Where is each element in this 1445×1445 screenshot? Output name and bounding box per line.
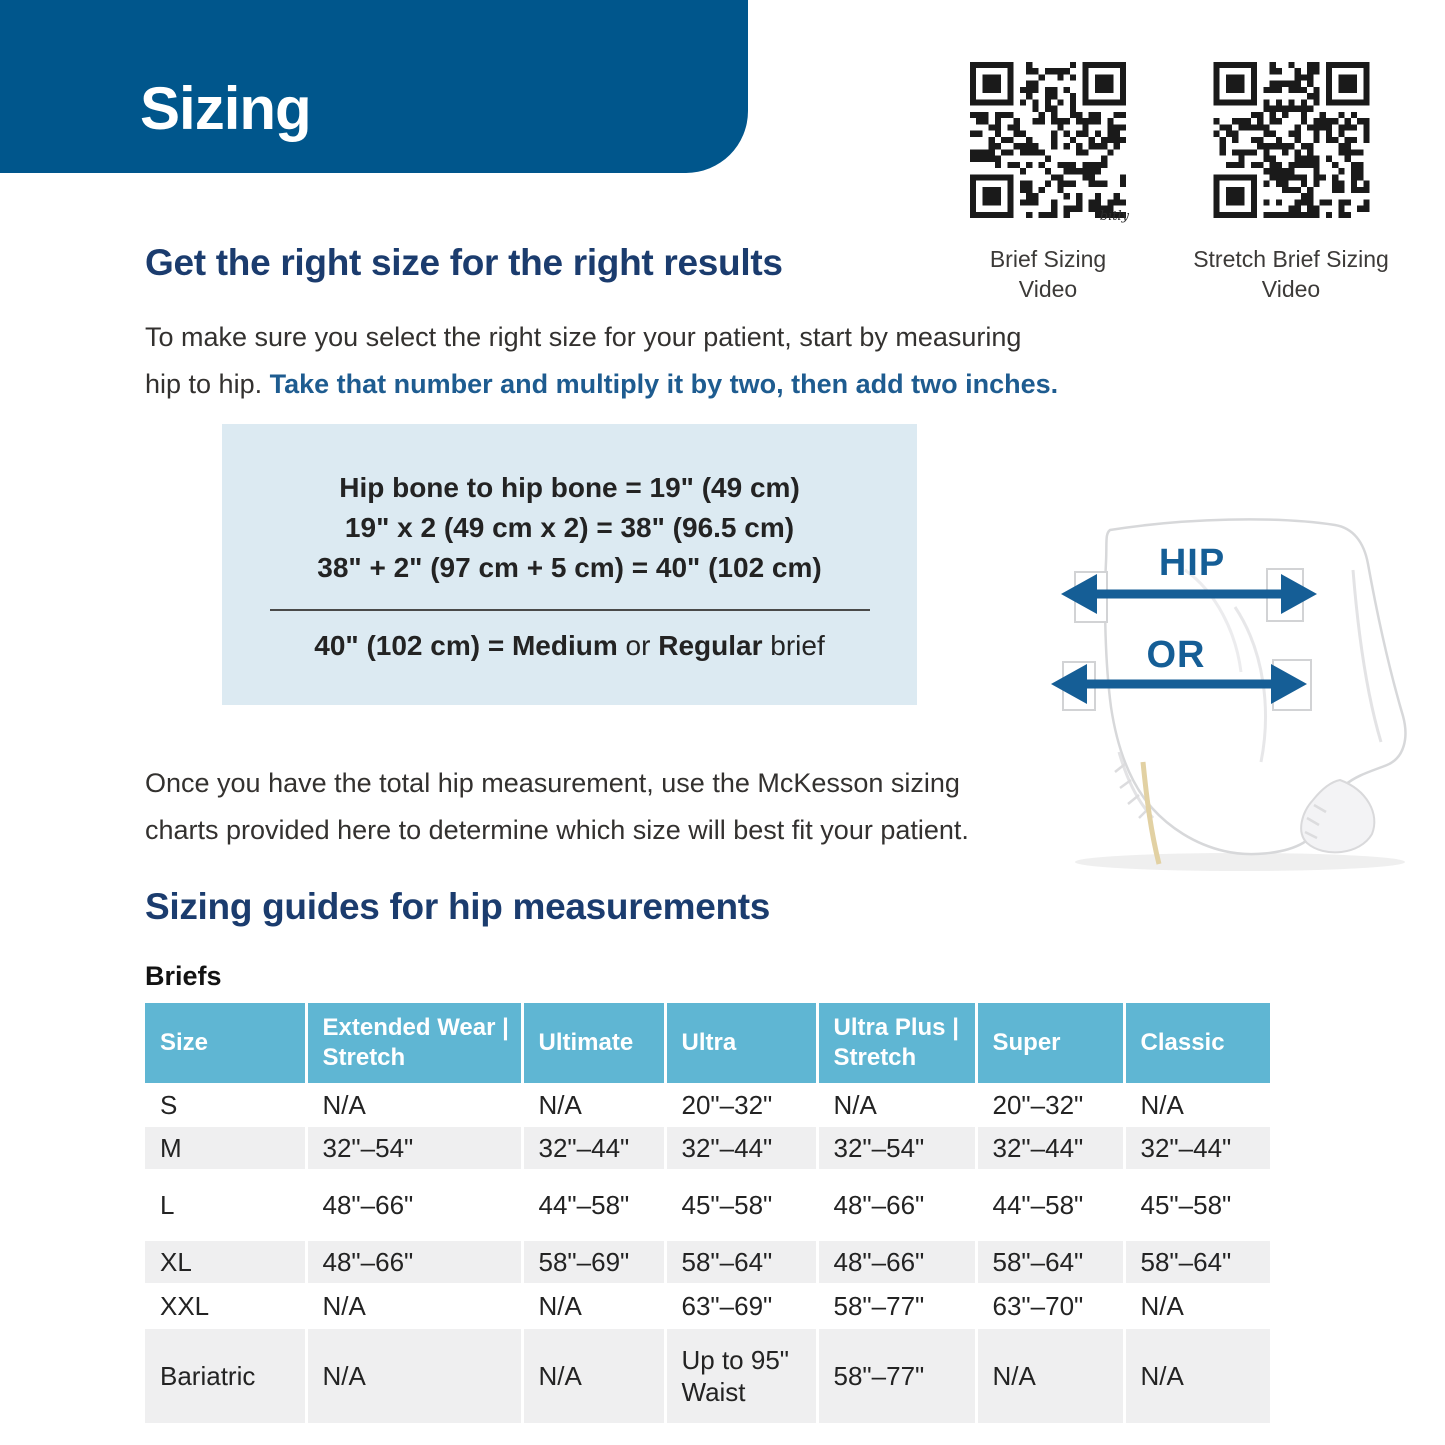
table-row-bariatric [145,1329,1270,1423]
table-row-s [145,1083,1270,1127]
table-cell: N/A [306,1283,522,1329]
size-cell: Bariatric [145,1329,306,1423]
column-header-ultra-plus-stretch: Ultra Plus | Stretch [817,1003,976,1083]
size-cell: XXL [145,1283,306,1329]
outro-line-2: charts provided here to determine which size will best fit your patient. [145,815,969,845]
table-cell: 58"–69" [522,1241,665,1283]
intro-heading: Get the right size for the right results [145,242,783,283]
column-header-super: Super [976,1003,1124,1083]
calc-result [222,630,917,662]
table-cell: N/A [817,1083,976,1127]
brief-measurement-diagram [1035,512,1445,874]
size-cell: S [145,1083,306,1127]
brief-sizing-qr-code-icon [969,62,1127,218]
column-header-classic: Classic [1124,1003,1270,1083]
table-cell: Up to 95" Waist [665,1329,817,1423]
qr-label-stretch-brief-sizing: Stretch Brief Sizing Video [1193,246,1389,302]
table-cell: 32"–44" [1124,1127,1270,1169]
calc-result-medium: Medium [511,630,618,661]
stretch-brief-sizing-qr-code-icon [1213,62,1370,218]
outro-line-1: Once you have the total hip measurement, use the McKesson sizing [145,768,960,798]
table-cell: 32"–54" [306,1127,522,1169]
table-cell: N/A [522,1083,665,1127]
table-cell: 32"–44" [976,1127,1124,1169]
table-cell: N/A [1124,1283,1270,1329]
intro-line-2-emphasis: Take that number and multiply it by two, then add two inches. [269,369,1059,399]
table-row-xl [145,1241,1270,1283]
table-header-row [145,1003,1270,1083]
table-cell: 48"–66" [306,1169,522,1241]
table-cell: 58"–64" [665,1241,817,1283]
calc-line: Hip bone to hip bone = 19" (49 cm) [339,472,800,503]
table-cell: 44"–58" [522,1169,665,1241]
qr-figure-stretch-brief-sizing [1193,62,1389,304]
table-cell: N/A [1124,1329,1270,1423]
table-row-xxl [145,1283,1270,1329]
column-header-ultra: Ultra [665,1003,817,1083]
table-cell: 48"–66" [817,1241,976,1283]
table-cell: 20"–32" [976,1083,1124,1127]
table-cell: 48"–66" [306,1241,522,1283]
calc-result-suffix: brief [762,630,825,661]
table-cell: 48"–66" [817,1169,976,1241]
calc-result-or: or [617,630,659,661]
intro-paragraph [145,314,1075,408]
table-cell: 32"–44" [522,1127,665,1169]
table-cell: N/A [306,1329,522,1423]
table-cell: 45"–58" [665,1169,817,1241]
table-cell: 63"–69" [665,1283,817,1329]
size-cell: XL [145,1241,306,1283]
table-cell: 32"–44" [665,1127,817,1169]
qr-figure-brief-sizing [969,62,1127,304]
bitly-watermark: bitly [1099,209,1129,224]
table-cell: 58"–64" [976,1241,1124,1283]
table-cell: N/A [976,1329,1124,1423]
calc-result-regular: Regular [658,630,763,661]
calculation-example-box [222,424,917,705]
calc-result-prefix: 40" (102 cm) = [314,630,512,661]
outro-paragraph [145,760,1075,854]
table-cell: N/A [522,1283,665,1329]
intro-line-1: To make sure you select the right size for your patient, start by measuring [145,322,1022,352]
calc-line: 19" x 2 (49 cm x 2) = 38" (96.5 cm) [344,512,795,543]
table-cell: 58"–77" [817,1329,976,1423]
calc-line: 38" + 2" (97 cm + 5 cm) = 40" (102 cm) [317,552,822,583]
table-cell: 32"–54" [817,1127,976,1169]
or-label: OR [1146,634,1206,676]
table-cell: 44"–58" [976,1169,1124,1241]
table-cell: 20"–32" [665,1083,817,1127]
table-cell: N/A [1124,1083,1270,1127]
table-cell: 63"–70" [976,1283,1124,1329]
table-row-l [145,1169,1270,1241]
brief-illustration [1035,512,1445,874]
column-header-size: Size [145,1003,306,1083]
hip-label: HIP [1158,542,1226,584]
qr-label-brief-sizing: Brief Sizing Video [989,246,1107,302]
header-banner [0,0,748,173]
page-title: Sizing [140,75,311,142]
table-title: Briefs [145,961,222,991]
table-cell: N/A [306,1083,522,1127]
table-cell: 58"–77" [817,1283,976,1329]
column-header-ultimate: Ultimate [522,1003,665,1083]
size-cell: L [145,1169,306,1241]
size-cell: M [145,1127,306,1169]
briefs-sizing-table [145,1003,1270,1423]
calc-divider [270,609,870,611]
table-cell: 45"–58" [1124,1169,1270,1241]
column-header-extended-wear-stretch: Extended Wear | Stretch [306,1003,522,1083]
intro-line-2-regular: hip to hip. [145,369,270,399]
guide-heading: Sizing guides for hip measurements [145,886,771,927]
table-cell: 58"–64" [1124,1241,1270,1283]
table-cell: N/A [522,1329,665,1423]
table-row-m [145,1127,1270,1169]
intro-line-2 [145,361,1075,408]
